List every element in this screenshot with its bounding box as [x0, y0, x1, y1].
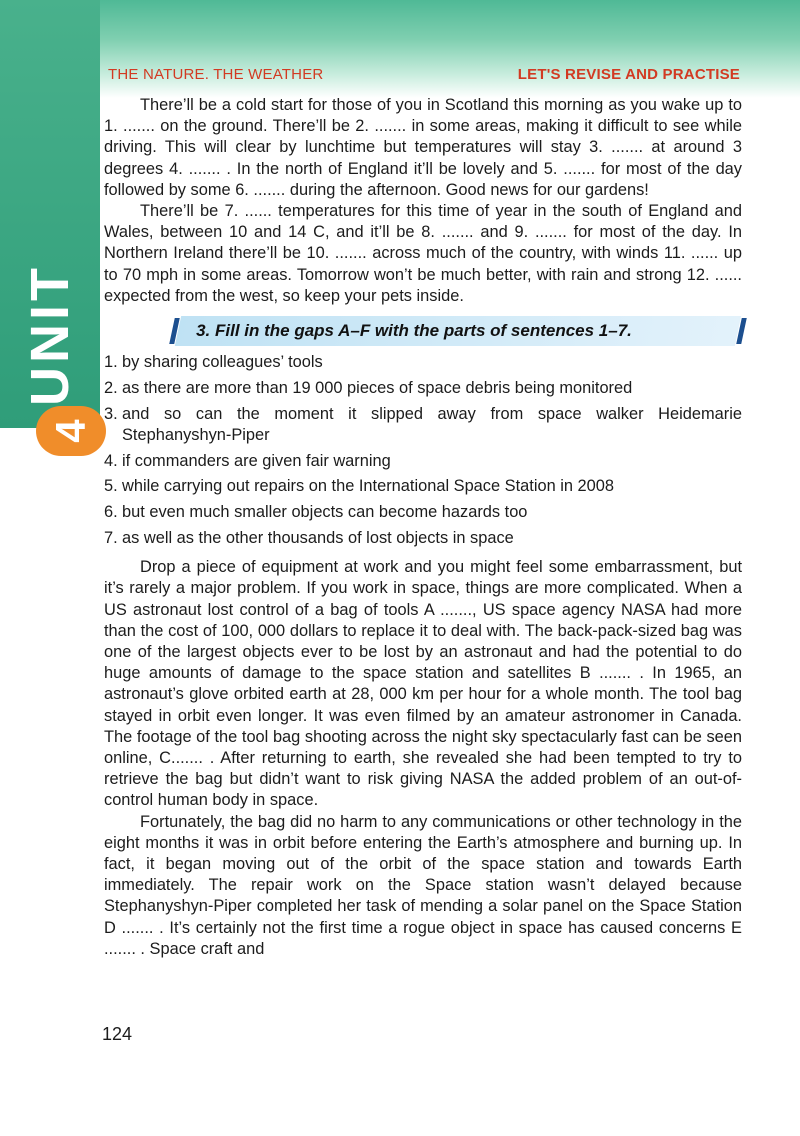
exercise-heading: [175, 316, 741, 346]
list-item: [104, 378, 742, 399]
list-item: [104, 404, 742, 446]
page-number: 124: [102, 1024, 133, 1044]
item-number: 2.: [104, 378, 118, 397]
item-text: and so can the moment it slipped away from space walker Heidemarie Stephanyshyn-Piper: [122, 404, 742, 444]
list-item: [104, 352, 742, 373]
item-text: while carrying out repairs on the International Space Station in 2008: [122, 477, 615, 496]
item-number: 5.: [104, 477, 118, 496]
sentence-parts-list: [104, 352, 742, 549]
paragraph: Drop a piece of equipment at work and you might feel some embarrassment, but it’s rarely a major problem. If you work in space, things are more complicated. When a US astronaut lost control of a bag of tools A ......., US space agency NASA had more than the cost of 100, 000 dollars to replace it to deal with. The back-pack-sized bag was one of the largest objects ever to be lost by an astronaut and had the potential to do huge amounts of damage to the space station and satellites B ....... . In 1965, an astronaut’s glove orbited earth at 28, 000 km per hour for a whole month. The tool bag stayed in orbit even longer. It was even filmed by an amateur astronomer in Canada. The footage of the tool bag shooting across the night sky spectacularly fast can be seen online, C....... . After returning to earth, she revealed she had been tempted to try to retrieve the bag but didn’t want to risk giving NASA the added problem of an out-of-control human body in space.: [104, 558, 742, 810]
paragraph: Fortunately, the bag did no harm to any communications or other technology in the eight months it was in orbit before entering the Earth’s atmosphere and burning up. In fact, it began moving out of the orbit of the space station and towards Earth immediately. The repair work on the Space station wasn’t delayed because Stephanyshyn-Piper completed her task of mending a solar panel on the Space Station D ....... . It’s certainly not the first time a rogue object in space has caused concerns E ....... . Space craft and: [104, 812, 742, 958]
space-article-text: [104, 557, 742, 960]
section-title: THE NATURE. THE WEATHER: [108, 66, 324, 83]
paragraph: There’ll be a cold start for those of you in Scotland this morning as you wake up to 1. ....... on the ground. There’ll be 2. ....... in some areas, making it difficult to see while driving. This will clear by lunchtime but temperatures will stay 3. ....... at around 3 degrees 4. ....... . In the north of England it’ll be lovely and 5. ....... for most of the day followed by some 6. ....... during the afternoon. Good news for our gardens!: [104, 96, 742, 199]
section-subtitle: LET'S REVISE AND PRACTISE: [517, 66, 740, 83]
page-content: [104, 95, 742, 960]
item-number: 6.: [104, 503, 118, 522]
item-text: as there are more than 19 000 pieces of space debris being monitored: [122, 378, 633, 397]
heading-bar-left: [169, 318, 180, 344]
list-item: [104, 476, 742, 497]
item-text: by sharing colleagues’ tools: [122, 353, 323, 372]
item-number: 1.: [104, 353, 118, 372]
weather-forecast-text: [104, 95, 742, 307]
unit-number-badge: 4: [36, 406, 106, 456]
item-number: 7.: [104, 529, 118, 548]
item-number: 4.: [104, 451, 118, 470]
exercise-title: 3. Fill in the gaps A–F with the parts of sentences 1–7.: [196, 321, 632, 341]
heading-bar-right: [736, 318, 747, 344]
list-item: [104, 451, 742, 472]
unit-side-tab: [0, 0, 100, 443]
list-item: [104, 528, 742, 549]
paragraph: There’ll be 7. ...... temperatures for this time of year in the south of England and Wales, between 10 and 14 C, and it’ll be 8. ....... and 9. ....... for most of the day. In Northern Ireland there’ll be 10. ....... across much of the country, with winds 11. ...... up to 70 mph in some areas. Tomorrow won’t be much better, with rain and strong 12. ...... expected from the west, so keep your pets inside.: [104, 202, 742, 305]
unit-label: UNIT: [20, 264, 80, 406]
list-item: [104, 502, 742, 523]
item-number: 3.: [104, 404, 118, 423]
header-band: [0, 0, 800, 98]
item-text: if commanders are given fair warning: [122, 451, 391, 470]
item-text: as well as the other thousands of lost objects in space: [122, 529, 514, 548]
item-text: but even much smaller objects can become hazards too: [122, 503, 528, 522]
